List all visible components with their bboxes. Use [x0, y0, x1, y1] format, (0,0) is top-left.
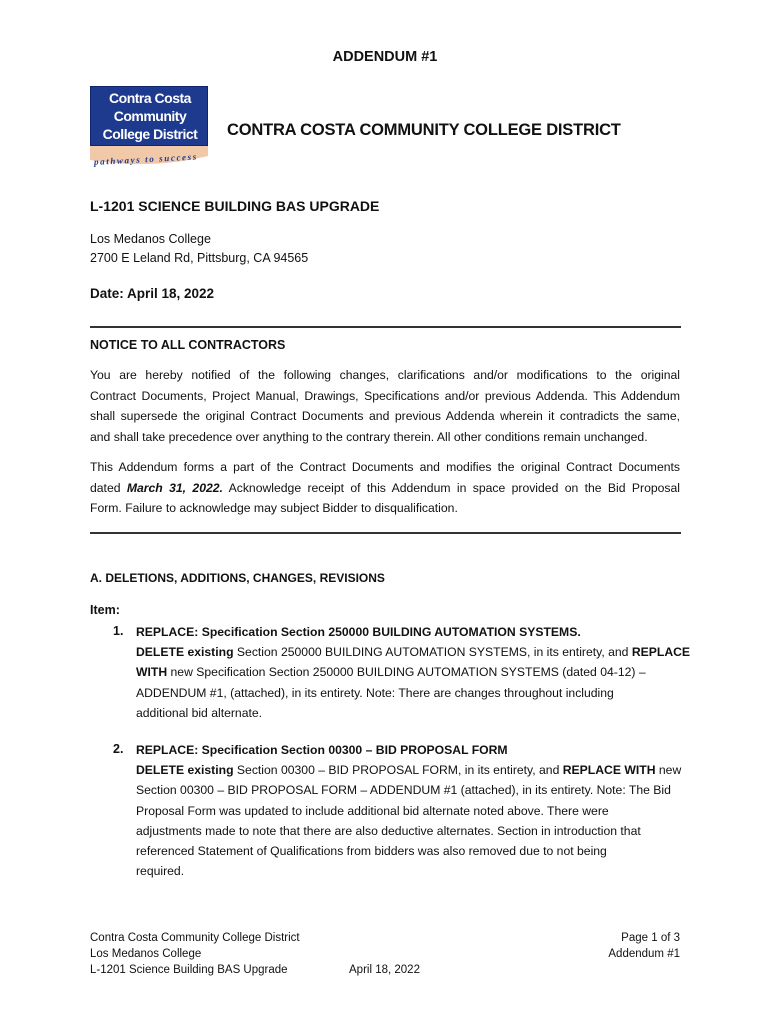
text-run: DELETE existing	[136, 645, 234, 660]
notice-p2-line: Form. Failure to acknowledge may subject Bidder to disqualification.	[90, 501, 458, 515]
item-2-body	[136, 740, 681, 881]
item-2-title: REPLACE: Specification Section 00300 – BID PROPOSAL FORM	[136, 743, 508, 757]
text-run: : Specification Section 250000 BUILDING AUTOMATION SYSTEMS.	[194, 625, 581, 639]
logo-line-2: Community	[113, 108, 187, 124]
footer-right	[608, 930, 680, 962]
text-run: Section 250000 BUILDING AUTOMATION SYSTEMS, in its entirety, and	[233, 645, 632, 660]
divider-bottom	[90, 532, 681, 534]
notice-p2-line: This Addendum forms a part of the Contract Documents and modifies the original Contract Documents	[90, 460, 680, 474]
text-run: WITH	[136, 665, 168, 680]
notice-p1-line: Contract Documents, Project Manual, Drawings, Specifications and/or previous Addenda. This Addendum	[90, 388, 680, 403]
footer-district: Contra Costa Community College District	[90, 932, 300, 944]
notice-p2-line	[90, 478, 680, 499]
district-title: CONTRA COSTA COMMUNITY COLLEGE DISTRICT	[227, 121, 621, 139]
item-1-line	[136, 642, 691, 662]
notice-paragraph-1	[90, 365, 680, 447]
logo-swoosh	[90, 146, 208, 174]
item-2-line: Proposal Form was updated to include additional bid alternate noted above. There were	[136, 803, 609, 818]
notice-heading: NOTICE TO ALL CONTRACTORS	[90, 338, 286, 352]
item-1-line	[136, 662, 681, 682]
text-run: Acknowledge receipt of this Addendum in space provided on the Bid Proposal	[222, 480, 680, 495]
text-run: DELETE existing	[136, 763, 234, 778]
item-2-line: referenced Statement of Qualifications from bidders was also removed due to not being	[136, 844, 607, 859]
item-1-body	[136, 622, 691, 723]
text-run: dated	[90, 480, 127, 495]
item-2-line: required.	[136, 864, 185, 879]
item-1-number: 1.	[113, 624, 124, 638]
footer-project: L-1201 Science Building BAS Upgrade	[90, 964, 288, 976]
item-label: Item:	[90, 603, 120, 617]
item-1-title	[136, 622, 681, 642]
logo-line-3: College District	[102, 126, 198, 142]
addendum-title: ADDENDUM #1	[332, 49, 438, 65]
section-a-heading: A. DELETIONS, ADDITIONS, CHANGES, REVISIONS	[90, 571, 385, 585]
item-2-line	[136, 760, 681, 780]
item-2-number: 2.	[113, 742, 124, 756]
logo-line-1: Contra Costa	[109, 90, 191, 106]
notice-p1-line: You are hereby notified of the following changes, clarifications and/or modifications to the original	[90, 368, 680, 382]
district-logo	[90, 86, 208, 174]
addendum-date: Date: April 18, 2022	[90, 286, 215, 301]
item-2-line: adjustments made to note that there are also deductive alternates. Section in introduction that	[136, 823, 641, 838]
text-run: REPLACE	[136, 625, 195, 639]
college-address: 2700 E Leland Rd, Pittsburg, CA 94565	[90, 251, 309, 265]
college-name: Los Medanos College	[90, 232, 211, 246]
footer-page-number: Page 1 of 3	[621, 932, 680, 944]
notice-p1-line: and shall take precedence over anything to the contrary therein. All other conditions remain unchanged.	[90, 429, 648, 444]
divider-top	[90, 326, 681, 328]
text-run: REPLACE WITH	[562, 763, 656, 778]
footer-left	[90, 930, 300, 978]
text-run: Section 00300 – BID PROPOSAL FORM, in its entirety, and	[233, 763, 563, 778]
logo-box	[90, 86, 208, 146]
text-run: REPLACE	[631, 645, 691, 660]
footer-date: April 18, 2022	[349, 964, 420, 976]
footer-addendum-number: Addendum #1	[608, 948, 680, 960]
text-run: new	[655, 763, 682, 778]
text-run: new Specification Section 250000 BUILDING AUTOMATION SYSTEMS (dated 04-12) –	[167, 665, 646, 680]
item-2-line: Section 00300 – BID PROPOSAL FORM – ADDENDUM #1 (attached), in its entirety. Note: The Bid	[136, 783, 671, 798]
item-1-line: additional bid alternate.	[136, 705, 263, 720]
item-1-line: ADDENDUM #1, (attached), in its entirety. Note: There are changes throughout including	[136, 685, 614, 700]
notice-p1-line: shall supersede the original Contract Documents and previous Addenda wherein it contradicts the same,	[90, 409, 680, 423]
logo-tagline: pathways to success	[93, 151, 199, 167]
project-title: L-1201 SCIENCE BUILDING BAS UPGRADE	[90, 198, 380, 214]
footer-college: Los Medanos College	[90, 948, 202, 960]
original-doc-date: March 31, 2022.	[126, 480, 223, 495]
notice-paragraph-2	[90, 457, 680, 519]
